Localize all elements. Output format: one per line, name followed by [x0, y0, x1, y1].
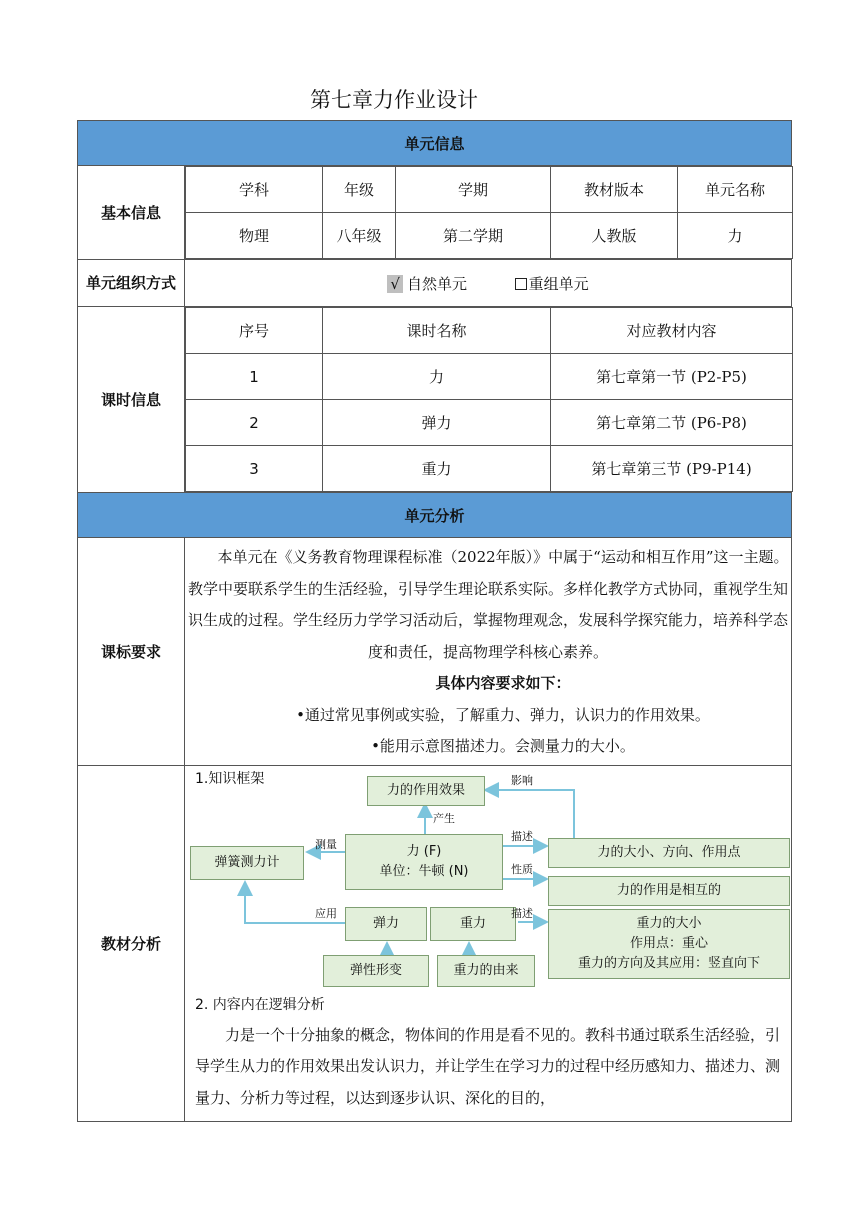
textbook-cell — [185, 765, 792, 1121]
lesson-row — [186, 400, 793, 446]
lesson-name: 重力 — [323, 446, 551, 492]
size-direction-box: 力的大小、方向、作用点 — [548, 838, 790, 868]
label-describe: 描述 — [511, 829, 533, 843]
gravity-origin-box: 重力的由来 — [437, 955, 535, 987]
organization-options — [185, 260, 792, 307]
textbook-label: 教材分析 — [78, 765, 185, 1121]
checkmark-icon: √ — [387, 275, 403, 293]
label-measure: 测量 — [315, 837, 337, 851]
gravity-info-line: 作用点：重心 — [629, 935, 708, 951]
basic-info-row — [78, 166, 792, 260]
organization-row — [78, 260, 792, 307]
label-property: 性质 — [511, 862, 533, 876]
lesson-header: 课时名称 — [323, 308, 551, 354]
label-produce: 产生 — [433, 811, 455, 825]
lesson-row — [186, 446, 793, 492]
lesson-row — [186, 354, 793, 400]
force-line1: 力 (F) — [406, 843, 442, 859]
lesson-number: 2 — [186, 400, 323, 446]
basic-header: 学科 — [186, 167, 323, 213]
unit-info-band: 单元信息 — [78, 121, 792, 166]
curriculum-bold-line: 具体内容要求如下： — [435, 674, 571, 692]
basic-header: 学期 — [396, 167, 551, 213]
option-natural-unit: 自然单元 — [406, 274, 467, 293]
lesson-name: 弹力 — [323, 400, 551, 446]
force-line2: 单位：牛顿 (N) — [379, 863, 469, 879]
page-title: 第七章力作业设计 — [310, 88, 478, 112]
organization-label: 单元组织方式 — [78, 260, 185, 307]
lesson-content: 第七章第二节 (P6-P8) — [551, 400, 793, 446]
lesson-header: 序号 — [186, 308, 323, 354]
basic-value: 八年级 — [323, 213, 396, 259]
basic-info-table — [185, 166, 793, 259]
option-regroup-unit: 重组单元 — [528, 274, 589, 293]
basic-header: 教材版本 — [551, 167, 678, 213]
force-box — [345, 834, 503, 890]
gravity-info-box — [548, 909, 790, 979]
logic-paragraph: 力是一个十分抽象的概念，物体间的作用是看不见的。教科书通过联系生活经验，引导学生从力的作用效果出发认识力，并让学生在学习力的过程中经历感知力、描述力、测量力、分析力等过程，以达到逐步认识、深化的目的， — [195, 1025, 781, 1107]
curriculum-row — [78, 538, 792, 766]
logic-title: 2. 内容内在逻辑分析 — [195, 996, 325, 1013]
main-table — [77, 120, 792, 1122]
elastic-deformation-box: 弹性形变 — [323, 955, 429, 987]
lesson-number: 3 — [186, 446, 323, 492]
textbook-row — [78, 765, 792, 1121]
lesson-name: 力 — [323, 354, 551, 400]
basic-value: 物理 — [186, 213, 323, 259]
curriculum-paragraph: 本单元在《义务教育物理课程标准（2022年版）》中属于“运动和相互作用”这一主题。教学中要联系学生的生活经验，引导学生理论联系实际。多样化教学方式协同，重视学生知识生成的过程。学生经历力学学习活动后，掌握物理观念，发展科学探究能力，培养科学态度和责任，提高物理学科核心素养。 — [188, 548, 789, 661]
basic-value: 人教版 — [551, 213, 678, 259]
unit-analysis-band-row — [78, 493, 792, 538]
mutual-box: 力的作用是相互的 — [548, 876, 790, 906]
unit-analysis-band: 单元分析 — [78, 493, 792, 538]
gravity-info-line: 重力的大小 — [636, 915, 702, 931]
unit-info-band-row — [78, 121, 792, 166]
curriculum-bullet: •能用示意图描述力。会测量力的大小。 — [371, 737, 635, 755]
basic-header: 单元名称 — [678, 167, 793, 213]
lesson-number: 1 — [186, 354, 323, 400]
curriculum-bullet: •通过常见事例或实验，了解重力、弹力，认识力的作用效果。 — [296, 705, 710, 724]
lesson-content: 第七章第一节 (P2-P5) — [551, 354, 793, 400]
framework-title: 1.知识框架 — [195, 770, 265, 787]
basic-value: 第二学期 — [396, 213, 551, 259]
label-apply: 应用 — [315, 906, 337, 920]
lessons-table — [185, 307, 793, 492]
gravity-box: 重力 — [430, 907, 516, 941]
lessons-label: 课时信息 — [78, 307, 185, 493]
checkbox-icon — [515, 278, 527, 290]
lessons-row — [78, 307, 792, 493]
gravity-info-line: 重力的方向及其应用：竖直向下 — [577, 955, 760, 971]
curriculum-label: 课标要求 — [78, 538, 185, 766]
lesson-content: 第七章第三节 (P9-P14) — [551, 446, 793, 492]
effect-box: 力的作用效果 — [367, 776, 485, 806]
basic-header: 年级 — [323, 167, 396, 213]
elastic-force-box: 弹力 — [345, 907, 427, 941]
basic-info-label: 基本信息 — [78, 166, 185, 260]
label-influence: 影响 — [511, 773, 533, 787]
label-describe-2: 描述 — [511, 906, 533, 920]
spring-scale-box: 弹簧测力计 — [190, 846, 304, 880]
basic-value: 力 — [678, 213, 793, 259]
lesson-header: 对应教材内容 — [551, 308, 793, 354]
